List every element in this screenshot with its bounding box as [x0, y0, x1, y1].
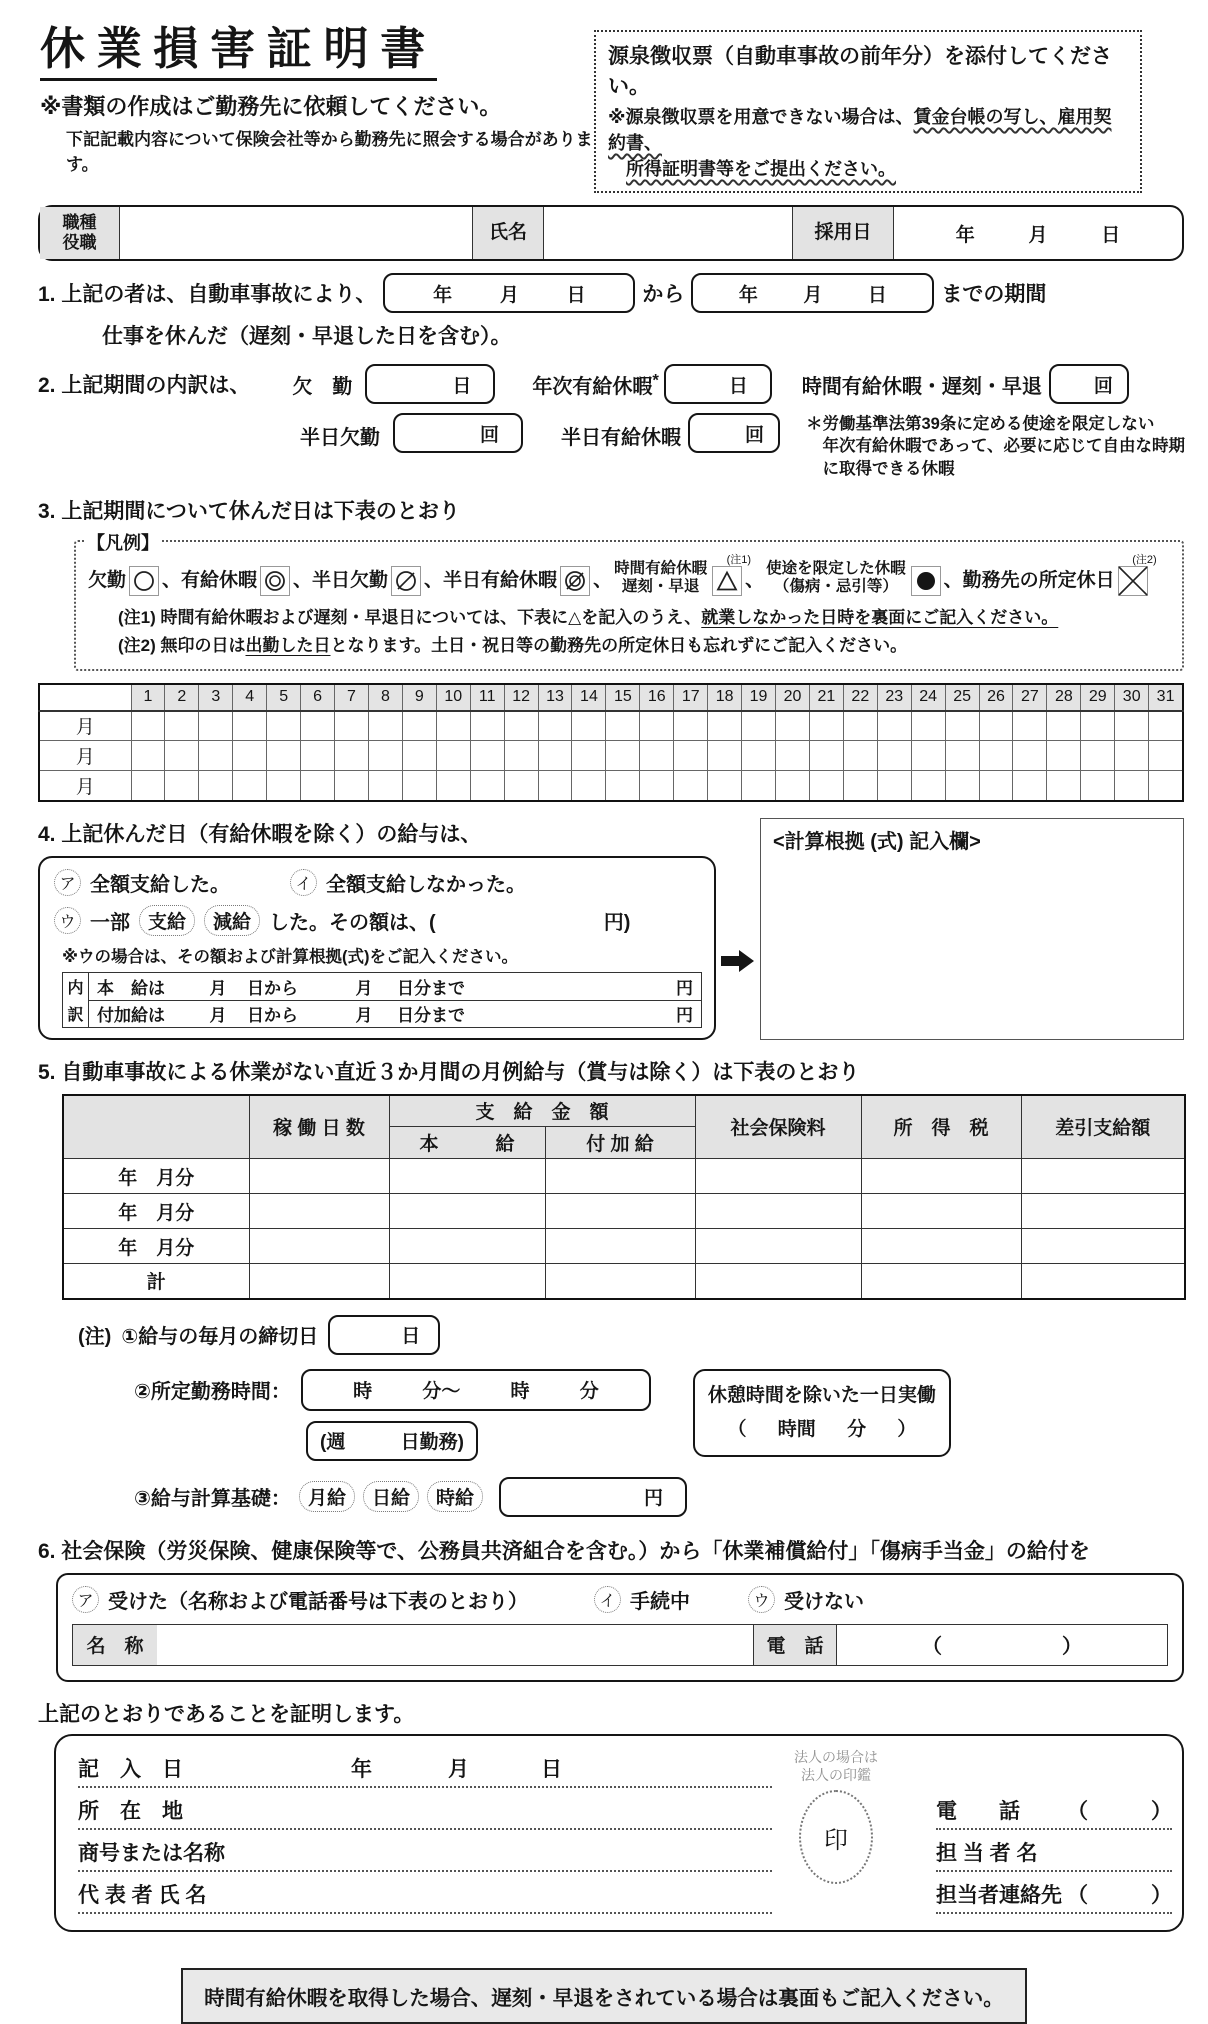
half-absence-label: 半日欠勤: [300, 427, 380, 449]
calendar-day-cell[interactable]: [742, 771, 776, 801]
calendar-day-cell[interactable]: [233, 741, 267, 771]
calendar-day-header: 16: [640, 684, 674, 711]
attachment-line2: ※源泉徴収票を用意できない場合は、賃金台帳の写し、雇用契約書、: [608, 107, 1112, 153]
option-c-mark[interactable]: ウ: [54, 907, 81, 934]
social-insurance-header: 社会保険料: [695, 1095, 861, 1159]
name-label: 氏名: [472, 207, 544, 259]
breakdown-header: 内 訳: [63, 973, 89, 1027]
calendar-day-cell[interactable]: [267, 771, 301, 801]
not-received-option-label: 受けない: [784, 1590, 864, 1613]
calendar-day-cell[interactable]: [708, 741, 742, 771]
legend-title: 【凡例】: [84, 529, 162, 555]
salary-value-cell[interactable]: [861, 1229, 1021, 1264]
paid-leave-label: 年次有給休暇*: [532, 369, 659, 398]
calendar-day-cell[interactable]: [199, 711, 233, 741]
calendar-day-cell[interactable]: [301, 741, 335, 771]
salary-value-cell[interactable]: [389, 1194, 545, 1229]
attachment-notice-box: [594, 30, 1142, 193]
salary-value-cell[interactable]: [861, 1194, 1021, 1229]
calendar-month-row: [39, 771, 1183, 801]
calendar-day-cell[interactable]: [402, 771, 436, 801]
calendar-day-cell[interactable]: [131, 711, 165, 741]
representative-name-row[interactable]: 代 表 者 氏 名: [78, 1872, 772, 1914]
additional-pay-row[interactable]: 付加給は 月 日から 月 日分まで 円: [89, 1000, 701, 1027]
calendar-day-cell[interactable]: [267, 741, 301, 771]
salary-value-cell[interactable]: [389, 1229, 545, 1264]
calendar-day-cell[interactable]: [809, 711, 843, 741]
calendar-day-header: 8: [368, 684, 402, 711]
calendar-day-cell[interactable]: [538, 741, 572, 771]
section-3: [38, 495, 1208, 525]
calendar-day-cell[interactable]: [640, 771, 674, 801]
calendar-day-cell[interactable]: [267, 711, 301, 741]
salary-month-row: [63, 1229, 1185, 1264]
calendar-day-cell[interactable]: [1149, 771, 1183, 801]
calendar-day-cell[interactable]: [979, 741, 1013, 771]
salary-value-cell[interactable]: [545, 1264, 695, 1299]
calendar-day-cell[interactable]: [402, 711, 436, 741]
option-b-mark[interactable]: イ: [290, 869, 317, 896]
calendar-day-cell[interactable]: [538, 771, 572, 801]
calendar-day-cell[interactable]: [572, 711, 606, 741]
insurer-tel-field[interactable]: （ ）: [922, 1636, 1082, 1659]
half-paid-count-field[interactable]: 回: [688, 413, 780, 453]
income-tax-header: 所 得 税: [861, 1095, 1021, 1159]
back-side-notice: 時間有給休暇を取得した場合、遅刻・早退をされている場合は裏面もご記入ください。: [181, 1968, 1027, 2024]
calendar-day-cell[interactable]: [470, 711, 504, 741]
salary-value-cell[interactable]: [545, 1159, 695, 1194]
salary-value-cell[interactable]: [249, 1159, 389, 1194]
contact-person-row[interactable]: 担 当 者 名: [936, 1830, 1172, 1872]
page-title: 休業損害証明書: [40, 24, 437, 81]
arrow-to-calc-box: [716, 818, 760, 1040]
payment-amount-header: 支 給 金 額: [389, 1095, 695, 1127]
calendar-day-cell[interactable]: [470, 741, 504, 771]
salary-value-cell[interactable]: [1021, 1229, 1185, 1264]
calendar-day-cell[interactable]: [402, 741, 436, 771]
calendar-day-cell[interactable]: [809, 771, 843, 801]
insurer-tel-label: 電 話: [753, 1625, 837, 1665]
calendar-day-header: 27: [1013, 684, 1047, 711]
employee-info-bar: [38, 205, 1184, 261]
calendar-day-cell[interactable]: [708, 711, 742, 741]
calendar-day-header: 17: [674, 684, 708, 711]
calendar-day-cell[interactable]: [470, 771, 504, 801]
address-row[interactable]: 所 在 地: [78, 1788, 772, 1830]
calendar-day-cell[interactable]: [504, 771, 538, 801]
salary-value-cell[interactable]: [695, 1194, 861, 1229]
calendar-day-cell[interactable]: [572, 771, 606, 801]
absence-days-field[interactable]: 日: [365, 364, 495, 404]
calendar-day-header: 12: [504, 684, 538, 711]
calendar-corner-cell: [39, 684, 131, 711]
calendar-day-header: 1: [131, 684, 165, 711]
calendar-day-cell[interactable]: [199, 771, 233, 801]
calendar-day-cell[interactable]: [504, 711, 538, 741]
salary-value-cell[interactable]: [249, 1229, 389, 1264]
calendar-day-cell[interactable]: [877, 771, 911, 801]
salary-value-cell[interactable]: [861, 1264, 1021, 1299]
calendar-day-cell[interactable]: [165, 771, 199, 801]
calendar-day-cell[interactable]: [911, 771, 945, 801]
name-field[interactable]: [544, 207, 792, 259]
calendar-day-cell[interactable]: [131, 771, 165, 801]
calendar-day-cell[interactable]: [335, 741, 369, 771]
paid-leave-days-field[interactable]: 日: [664, 364, 772, 404]
calendar-day-header: 2: [165, 684, 199, 711]
calendar-day-cell[interactable]: [843, 771, 877, 801]
hire-date-label: 採用日: [792, 207, 894, 259]
calendar-day-cell[interactable]: [1081, 741, 1115, 771]
title-block: [40, 24, 594, 193]
hourly-leave-count-field[interactable]: 回: [1049, 364, 1129, 404]
occupation-field[interactable]: [120, 207, 472, 259]
calendar-day-header: 21: [809, 684, 843, 711]
in-progress-option-mark[interactable]: イ: [594, 1586, 621, 1613]
section-4: [38, 818, 1184, 1040]
salary-value-cell[interactable]: [1021, 1264, 1185, 1299]
half-paid-slashed-double-circle-icon: [560, 566, 590, 596]
calendar-day-cell[interactable]: [606, 711, 640, 741]
section4-left: [38, 818, 716, 1040]
salary-row-label[interactable]: 年 月分: [63, 1194, 249, 1229]
calendar-day-header: 14: [572, 684, 606, 711]
hourly-leave-label: 時間有給休暇・遅刻・早退: [801, 375, 1042, 398]
calendar-day-cell[interactable]: [1081, 771, 1115, 801]
calendar-day-header: 9: [402, 684, 436, 711]
seal-note: 法人の場合は 法人の印鑑: [794, 1748, 878, 1783]
legend-row: 欠勤 、有給休暇 、半日欠勤 、半日有給休暇 、 時間有給休暇 遅刻・早退 (注1) 、 使途を限定した休暇 （傷病・忌引等） 、勤務先の所定休日 (注2): [88, 554, 1157, 596]
period-start-date-field[interactable]: 年 月 日: [383, 273, 635, 313]
section2-heading: 2. 上記期間の内訳は、: [38, 374, 251, 397]
hire-date-field[interactable]: 年 月 日: [955, 224, 1121, 246]
calendar-day-header: 26: [979, 684, 1013, 711]
section1-tail: までの期間: [941, 283, 1047, 306]
calendar-day-cell[interactable]: [776, 711, 810, 741]
notes-prefix: (注): [78, 1326, 112, 1349]
scheduled-holiday-x-icon: (注2): [1118, 566, 1148, 596]
calendar-month-label[interactable]: 月: [39, 771, 131, 801]
salary-value-cell[interactable]: [249, 1264, 389, 1299]
calendar-day-header: 15: [606, 684, 640, 711]
calendar-day-cell[interactable]: [640, 711, 674, 741]
attachment-line3: 所得証明書等をご提出ください。: [626, 159, 896, 179]
monthly-pay-pill[interactable]: 月給: [299, 1481, 355, 1512]
legend-notes: [118, 604, 1174, 658]
right-arrow-icon: [721, 949, 755, 973]
calendar-day-cell[interactable]: [877, 741, 911, 771]
received-option-label: 受けた（名称および電話番号は下表のとおり）: [108, 1590, 528, 1613]
diagonal-corner-cell: [63, 1095, 249, 1159]
calculation-basis-title: <計算根拠 (式) 記入欄>: [773, 830, 981, 853]
paid-leave-double-circle-icon: [260, 566, 290, 596]
insurer-name-field[interactable]: [157, 1625, 753, 1665]
half-absence-count-field[interactable]: 回: [393, 413, 523, 453]
salary-value-cell[interactable]: [695, 1229, 861, 1264]
legend-note2: (注2) 無印の日は出勤した日となります。土日・祝日等の勤務先の所定休日も忘れずにご記入ください。: [118, 635, 908, 655]
calendar-day-header: 4: [233, 684, 267, 711]
monthly-salary-table: [62, 1094, 1186, 1300]
calendar-day-cell[interactable]: [742, 711, 776, 741]
calendar-day-cell[interactable]: [335, 771, 369, 801]
closing-day-field[interactable]: 日: [328, 1315, 440, 1355]
section6-heading: 6. 社会保険（労災保険、健康保険等で、公務員共済組合を含む。）から「休業補償給付」「傷病手当金」の給付を: [38, 1539, 1090, 1563]
calendar-day-cell[interactable]: [301, 771, 335, 801]
base-pay-row[interactable]: 本 給は 月 日から 月 日分まで 円: [97, 978, 693, 998]
salary-value-cell[interactable]: [545, 1229, 695, 1264]
section-1: [38, 273, 1208, 350]
legend-box: [74, 532, 1184, 671]
salary-row-label[interactable]: 年 月分: [63, 1229, 249, 1264]
option-a-mark[interactable]: ア: [54, 869, 81, 896]
work-days-header: 稼 働 日 数: [249, 1095, 389, 1159]
calendar-day-cell[interactable]: [1013, 711, 1047, 741]
calendar-header-row: [39, 684, 1183, 711]
calendar-day-cell[interactable]: [674, 741, 708, 771]
calendar-day-header: 30: [1115, 684, 1149, 711]
calendar-day-cell[interactable]: [606, 741, 640, 771]
calendar-day-cell[interactable]: [979, 771, 1013, 801]
section-2: [38, 364, 1208, 480]
calendar-day-header: 20: [776, 684, 810, 711]
working-hours-block: [134, 1369, 1208, 1461]
option-c-pre: 一部: [90, 911, 130, 934]
calendar-day-header: 3: [199, 684, 233, 711]
salary-payment-option-box: [38, 856, 716, 1040]
calendar-day-header: 18: [708, 684, 742, 711]
calendar-day-cell[interactable]: [301, 711, 335, 741]
calendar-table: [38, 683, 1184, 802]
in-progress-option-label: 手続中: [630, 1590, 690, 1613]
salary-value-cell[interactable]: [249, 1194, 389, 1229]
calendar-day-header: 24: [911, 684, 945, 711]
calendar-day-cell[interactable]: [911, 741, 945, 771]
calendar-day-header: 6: [301, 684, 335, 711]
calendar-day-cell[interactable]: [606, 771, 640, 801]
section4-heading: 4. 上記休んだ日（有給休暇を除く）の給与は、: [38, 822, 482, 846]
calendar-month-label[interactable]: 月: [39, 741, 131, 771]
calendar-day-header: 11: [470, 684, 504, 711]
calendar-day-cell[interactable]: [199, 741, 233, 771]
salary-value-cell[interactable]: [545, 1194, 695, 1229]
insurer-contact-table: [72, 1624, 1168, 1666]
calendar-day-header: 31: [1149, 684, 1183, 711]
calendar-day-cell[interactable]: [640, 741, 674, 771]
attachment-line1: 源泉徴収票（自動車事故の前年分）を添付してください。: [608, 45, 1112, 98]
working-hours-field[interactable]: 時 分～ 時 分: [301, 1369, 651, 1411]
working-hours-label: ②所定勤務時間：: [134, 1381, 291, 1404]
salary-header-row1: [63, 1095, 1185, 1127]
paid-leave-asterisk: *: [652, 369, 659, 389]
calendar-day-cell[interactable]: [945, 711, 979, 741]
calendar-day-cell[interactable]: [1115, 741, 1149, 771]
section1-from: から: [642, 283, 685, 306]
salary-value-cell[interactable]: [1021, 1159, 1185, 1194]
not-received-option-mark[interactable]: ウ: [748, 1586, 775, 1613]
calendar-day-cell[interactable]: [843, 711, 877, 741]
salary-row-label[interactable]: 年 月分: [63, 1159, 249, 1194]
limited-leave-filled-circle-icon: [911, 566, 941, 596]
calendar-day-header: 29: [1081, 684, 1115, 711]
salary-value-cell[interactable]: [861, 1159, 1021, 1194]
calendar-day-header: 25: [945, 684, 979, 711]
calendar-day-cell[interactable]: [1013, 741, 1047, 771]
calendar-day-cell[interactable]: [945, 741, 979, 771]
calendar-day-cell[interactable]: [1047, 771, 1081, 801]
company-tel-row[interactable]: 電 話 （ ）: [936, 1788, 1172, 1830]
top-header: [0, 0, 1208, 193]
base-pay-header: 本 給: [389, 1127, 545, 1159]
calendar-day-cell[interactable]: [335, 711, 369, 741]
calendar-day-header: 13: [538, 684, 572, 711]
calendar-day-cell[interactable]: [1047, 741, 1081, 771]
calendar-day-cell[interactable]: [436, 711, 470, 741]
calendar-day-header: 7: [335, 684, 369, 711]
week-days-field[interactable]: (週 日勤務): [306, 1421, 478, 1461]
calendar-day-cell[interactable]: [979, 711, 1013, 741]
partial-pay-pill[interactable]: 支給: [139, 905, 195, 936]
certification-box: [54, 1734, 1184, 1932]
reduced-pay-pill[interactable]: 減給: [204, 905, 260, 936]
received-option-mark[interactable]: ア: [72, 1586, 99, 1613]
calendar-day-header: 19: [742, 684, 776, 711]
calendar-day-cell[interactable]: [538, 711, 572, 741]
hourly-leave-legend-label: 時間有給休暇 遅刻・早退: [614, 559, 708, 596]
calendar-day-cell[interactable]: [572, 741, 606, 771]
actual-daily-hours-label: 休憩時間を除いた一日実働: [707, 1384, 936, 1406]
section1-line2: 仕事を休んだ（遅刻・早退した日を含む）。: [102, 325, 512, 348]
calendar-day-cell[interactable]: [708, 771, 742, 801]
prepare-note: ※書類の作成はご勤務先に依頼してください。: [40, 93, 502, 119]
seal-circle-icon[interactable]: 印: [799, 1790, 873, 1884]
calendar-day-cell[interactable]: [165, 711, 199, 741]
calendar-day-cell[interactable]: [1081, 711, 1115, 741]
option-c-end: 円): [603, 911, 631, 934]
calendar-day-header: 28: [1047, 684, 1081, 711]
calendar-day-cell[interactable]: [1047, 711, 1081, 741]
calendar-day-cell[interactable]: [165, 741, 199, 771]
additional-pay-header: 付 加 給: [545, 1127, 695, 1159]
salary-value-cell[interactable]: [1021, 1194, 1185, 1229]
limited-leave-legend-label: 使途を限定した休暇 （傷病・忌引等）: [766, 559, 906, 596]
calculation-basis-box[interactable]: [760, 818, 1184, 1040]
section4-note: ※ウの場合は、その額および計算根拠(式)をご記入ください。: [62, 947, 519, 966]
calendar-day-header: 10: [436, 684, 470, 711]
salary-value-cell[interactable]: [695, 1264, 861, 1299]
calendar-day-cell[interactable]: [945, 771, 979, 801]
salary-value-cell[interactable]: [389, 1159, 545, 1194]
salary-month-row: [63, 1194, 1185, 1229]
option-a-label: 全額支給した。: [90, 873, 230, 896]
entry-date-row[interactable]: 記 入 日 年 月 日: [78, 1746, 772, 1788]
salary-value-cell[interactable]: [695, 1159, 861, 1194]
actual-daily-hours-box[interactable]: [693, 1369, 951, 1457]
calendar-month-label[interactable]: 月: [39, 711, 131, 741]
calendar-day-cell[interactable]: [233, 711, 267, 741]
salary-row-label[interactable]: 計: [63, 1264, 249, 1299]
option-c-mid: した。その額は、(: [269, 911, 436, 934]
salary-notes: [78, 1315, 1208, 1517]
calendar-day-cell[interactable]: [1013, 771, 1047, 801]
certification-statement: 上記のとおりであることを証明します。: [38, 1702, 415, 1726]
calendar-day-cell[interactable]: [877, 711, 911, 741]
section5-heading: 5. 自動車事故による休業がない直近３か月間の月例給与（賞与は除く）は下表のとおり: [38, 1060, 860, 1084]
calendar-day-cell[interactable]: [1149, 741, 1183, 771]
breakdown-table: [62, 972, 702, 1028]
calendar-day-cell[interactable]: [1149, 711, 1183, 741]
half-paid-label: 半日有給休暇: [561, 427, 681, 449]
hourly-leave-triangle-icon: (注1): [712, 566, 742, 596]
salary-month-row: [63, 1159, 1185, 1194]
calendar-day-cell[interactable]: [436, 771, 470, 801]
calendar-day-cell[interactable]: [1115, 711, 1149, 741]
salary-total-row: [63, 1264, 1185, 1299]
calendar-day-header: 5: [267, 684, 301, 711]
salary-basis-label: ③給与計算基礎：: [134, 1488, 291, 1511]
hourly-pay-pill[interactable]: 時給: [427, 1481, 483, 1512]
contact-tel-row[interactable]: 担当者連絡先 （ ）: [936, 1872, 1172, 1914]
company-name-row[interactable]: 商号または名称: [78, 1830, 772, 1872]
calendar-day-header: 22: [843, 684, 877, 711]
salary-value-cell[interactable]: [389, 1264, 545, 1299]
calendar-month-row: [39, 741, 1183, 771]
calendar-day-cell[interactable]: [233, 771, 267, 801]
calendar-day-cell[interactable]: [809, 741, 843, 771]
calendar-day-cell[interactable]: [131, 741, 165, 771]
net-payment-header: 差引支給額: [1021, 1095, 1185, 1159]
legend-note1: (注1) 時間有給休暇および遅刻・早退日については、下表に△を記入のうえ、就業しなかった日時を裏面にご記入ください。: [118, 608, 1059, 628]
calendar-day-cell[interactable]: [368, 741, 402, 771]
absence-circle-icon: [129, 566, 159, 596]
social-insurance-box: [56, 1573, 1184, 1682]
option-b-label: 全額支給しなかった。: [326, 873, 526, 896]
calendar-day-cell[interactable]: [674, 711, 708, 741]
calendar-day-cell[interactable]: [911, 711, 945, 741]
calendar-day-cell[interactable]: [504, 741, 538, 771]
period-end-date-field[interactable]: 年 月 日: [691, 273, 934, 313]
section1-lead: 1. 上記の者は、自動車事故により、: [38, 283, 377, 306]
company-seal-area: [756, 1748, 916, 1884]
calendar-day-cell[interactable]: [776, 771, 810, 801]
actual-daily-hours-field[interactable]: （ 時間 分 ）: [727, 1418, 917, 1440]
calendar-day-cell[interactable]: [368, 771, 402, 801]
calendar-month-row: [39, 711, 1183, 741]
calendar-day-cell[interactable]: [742, 741, 776, 771]
section-6: [38, 1535, 1208, 1565]
section-5: [38, 1056, 1208, 1086]
calendar-day-cell[interactable]: [843, 741, 877, 771]
salary-basis-amount-field[interactable]: 円: [499, 1477, 687, 1517]
inquiry-note: 下記記載内容について保険会社等から勤務先に照会する場合があります。: [66, 129, 593, 174]
calendar-day-header: 23: [877, 684, 911, 711]
section3-heading: 3. 上記期間について休んだ日は下表のとおり: [38, 499, 460, 523]
insurer-name-label: 名 称: [73, 1625, 157, 1665]
calendar-day-cell[interactable]: [674, 771, 708, 801]
calendar-day-cell[interactable]: [1115, 771, 1149, 801]
paid-leave-footnote: ＊労働基準法第39条に定める使途を限定しない 年次有給休暇であって、必要に応じて自由な時期 に取得できる休暇: [806, 415, 1186, 478]
calendar-day-cell[interactable]: [436, 741, 470, 771]
calendar-day-cell[interactable]: [368, 711, 402, 741]
closing-day-label: ①給与の毎月の締切日: [121, 1326, 319, 1349]
daily-pay-pill[interactable]: 日給: [363, 1481, 419, 1512]
occupation-label: 職種 役職: [40, 207, 120, 259]
absence-label: 欠 勤: [292, 375, 353, 398]
calendar-day-cell[interactable]: [776, 741, 810, 771]
half-absence-slashed-circle-icon: [391, 566, 421, 596]
